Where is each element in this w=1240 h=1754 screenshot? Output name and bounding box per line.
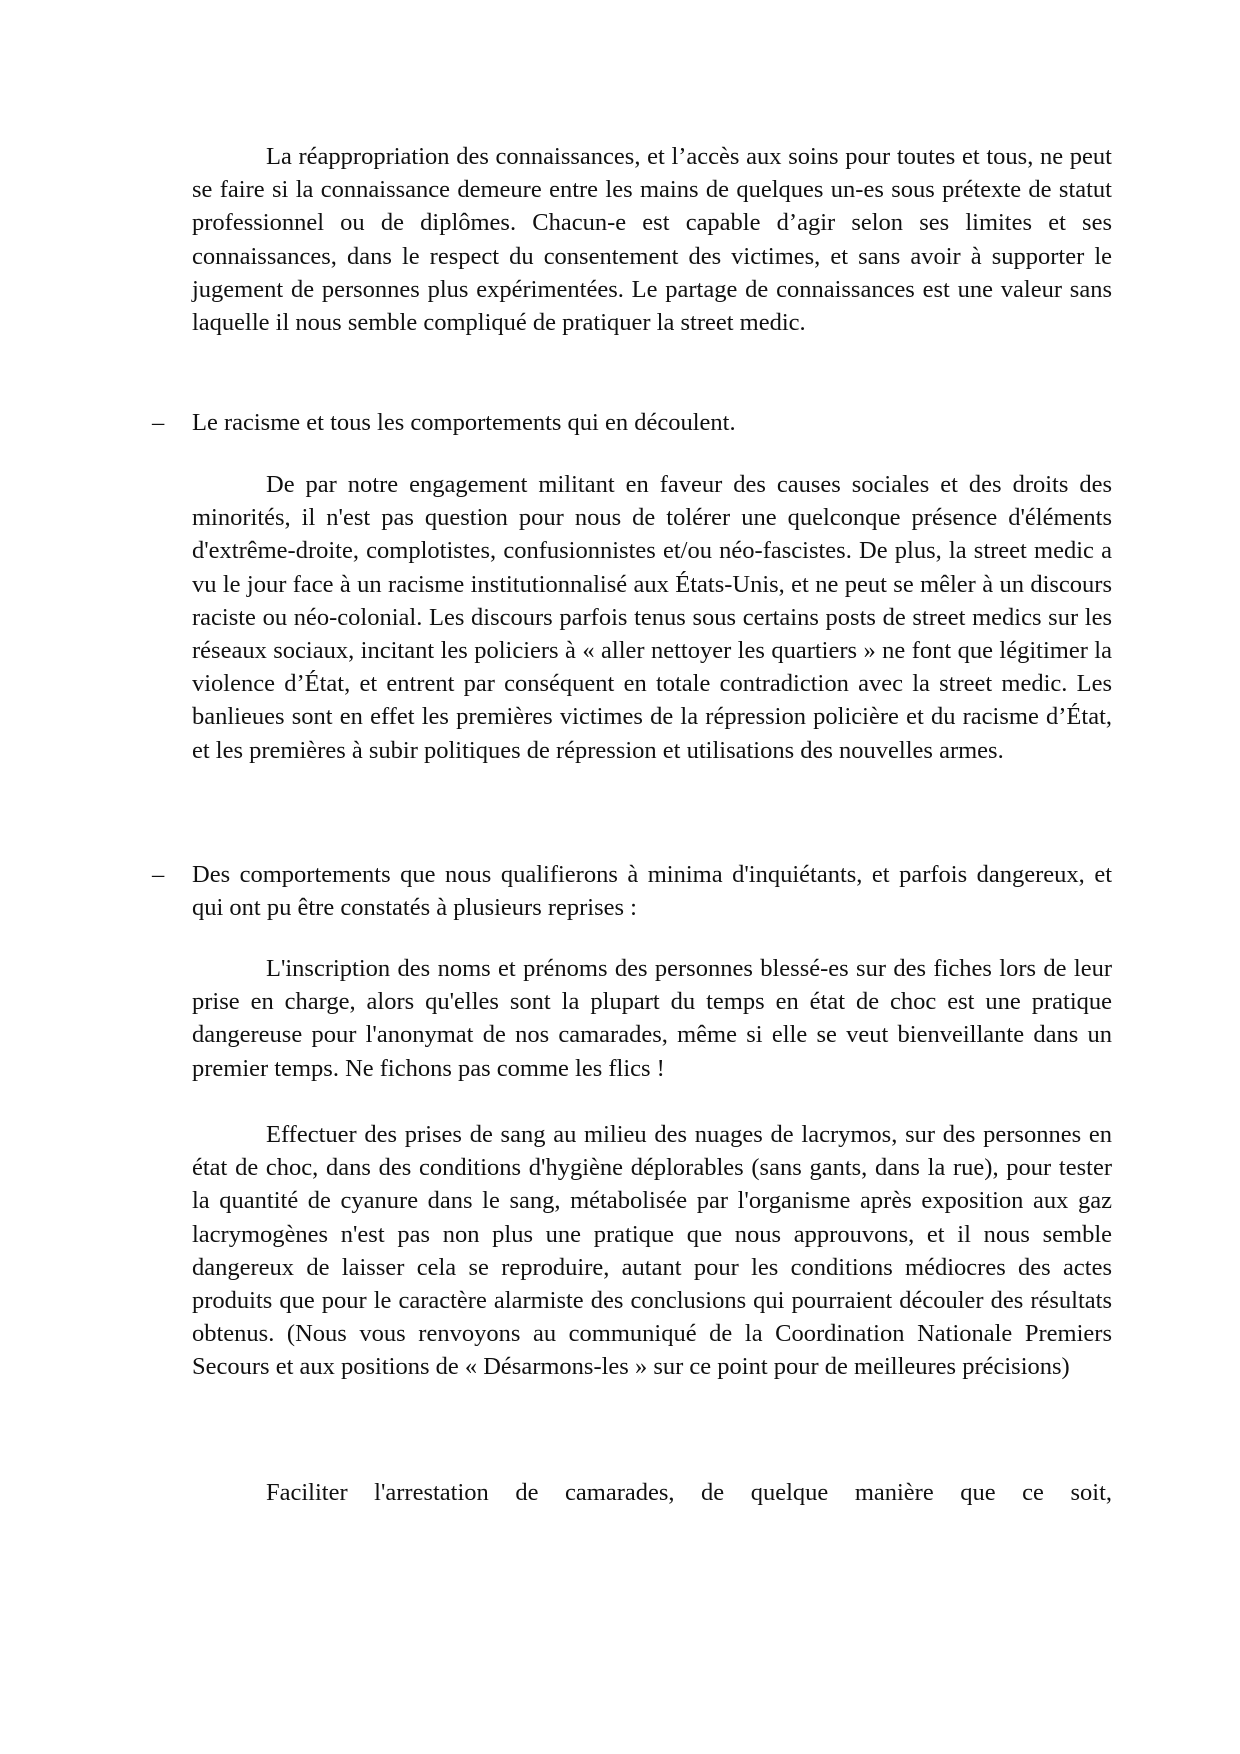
paragraph-anti-racism: De par notre engagement militant en faveur des causes sociales et des droits des minorités, il n'est pas question pour nous de tolérer une quelconque présence d'éléments d'extrême-droite, complotistes, confusionnistes et/ou néo-fascistes. De plus, la street medic a vu le jour face à un racisme institutionnalisé aux États-Unis, et ne peut se mêler à un discours raciste ou néo-colonial. Les discours parfois tenus sous certains posts de street medics sur les réseaux sociaux, incitant les policiers à « aller nettoyer les quartiers » ne font que légitimer la violence d’État, et entrent par conséquent en totale contradiction avec la street medic. Les banlieues sont en effet les premières victimes de la répression policière et du racisme d’État, et les premières à subir politiques de répression et utilisations des nouvelles armes. bbox=[192, 471, 1112, 764]
dash-bullet: – bbox=[152, 409, 165, 436]
list-item-dangerous-behaviours bbox=[152, 858, 1112, 924]
list-item-text: Des comportements que nous qualifierons à minima d'inquiétants, et parfois dangereux, et qui ont pu être constatés à plusieurs reprises : bbox=[192, 861, 1112, 922]
paragraph-blood-tests: Effectuer des prises de sang au milieu des nuages de lacrymos, sur des personnes en état de choc, dans des conditions d'hygiène déplorables (sans gants, dans la rue), pour tester la quantité de cyanure dans le sang, métabolisée par l'organisme après exposition aux gaz lacrymogènes n'est pas non plus une pratique que nous approuvons, et il nous semble dangereux de laisser cela se reproduire, autant pour les conditions médiocres des actes produits que pour le caractère alarmiste des conclusions qui pourraient découler des résultats obtenus. (Nous vous renvoyons au communiqué de la Coordination Nationale Premiers Secours et aux positions de « Désarmons-les » sur ce point pour de meilleures précisions) bbox=[192, 1121, 1112, 1381]
dash-bullet: – bbox=[152, 861, 165, 888]
paragraph-arrests: Faciliter l'arrestation de camarades, de quelque manière que ce soit, bbox=[266, 1479, 1112, 1506]
list-item-text: Le racisme et tous les comportements qui en découlent. bbox=[192, 409, 736, 436]
paragraph-knowledge-sharing: La réappropriation des connaissances, et l’accès aux soins pour toutes et tous, ne peut se faire si la connaissance demeure entre les mains de quelques un-es sous prétexte de statut professionnel ou de diplômes. Chacun-e est capable d’agir selon ses limites et ses connaissances, dans le respect du consentement des victimes, et sans avoir à supporter le jugement de personnes plus expérimentées. Le partage de connaissances est une valeur sans laquelle il nous semble compliqué de pratiquer la street medic. bbox=[192, 143, 1112, 337]
paragraph-name-registration: L'inscription des noms et prénoms des personnes blessé-es sur des fiches lors de leur prise en charge, alors qu'elles sont la plupart du temps en état de choc est une pratique dangereuse pour l'anonymat de nos camarades, même si elle se veut bienveillante dans un premier temps. Ne fichons pas comme les flics ! bbox=[192, 955, 1112, 1082]
list-item-racism bbox=[152, 406, 1112, 439]
